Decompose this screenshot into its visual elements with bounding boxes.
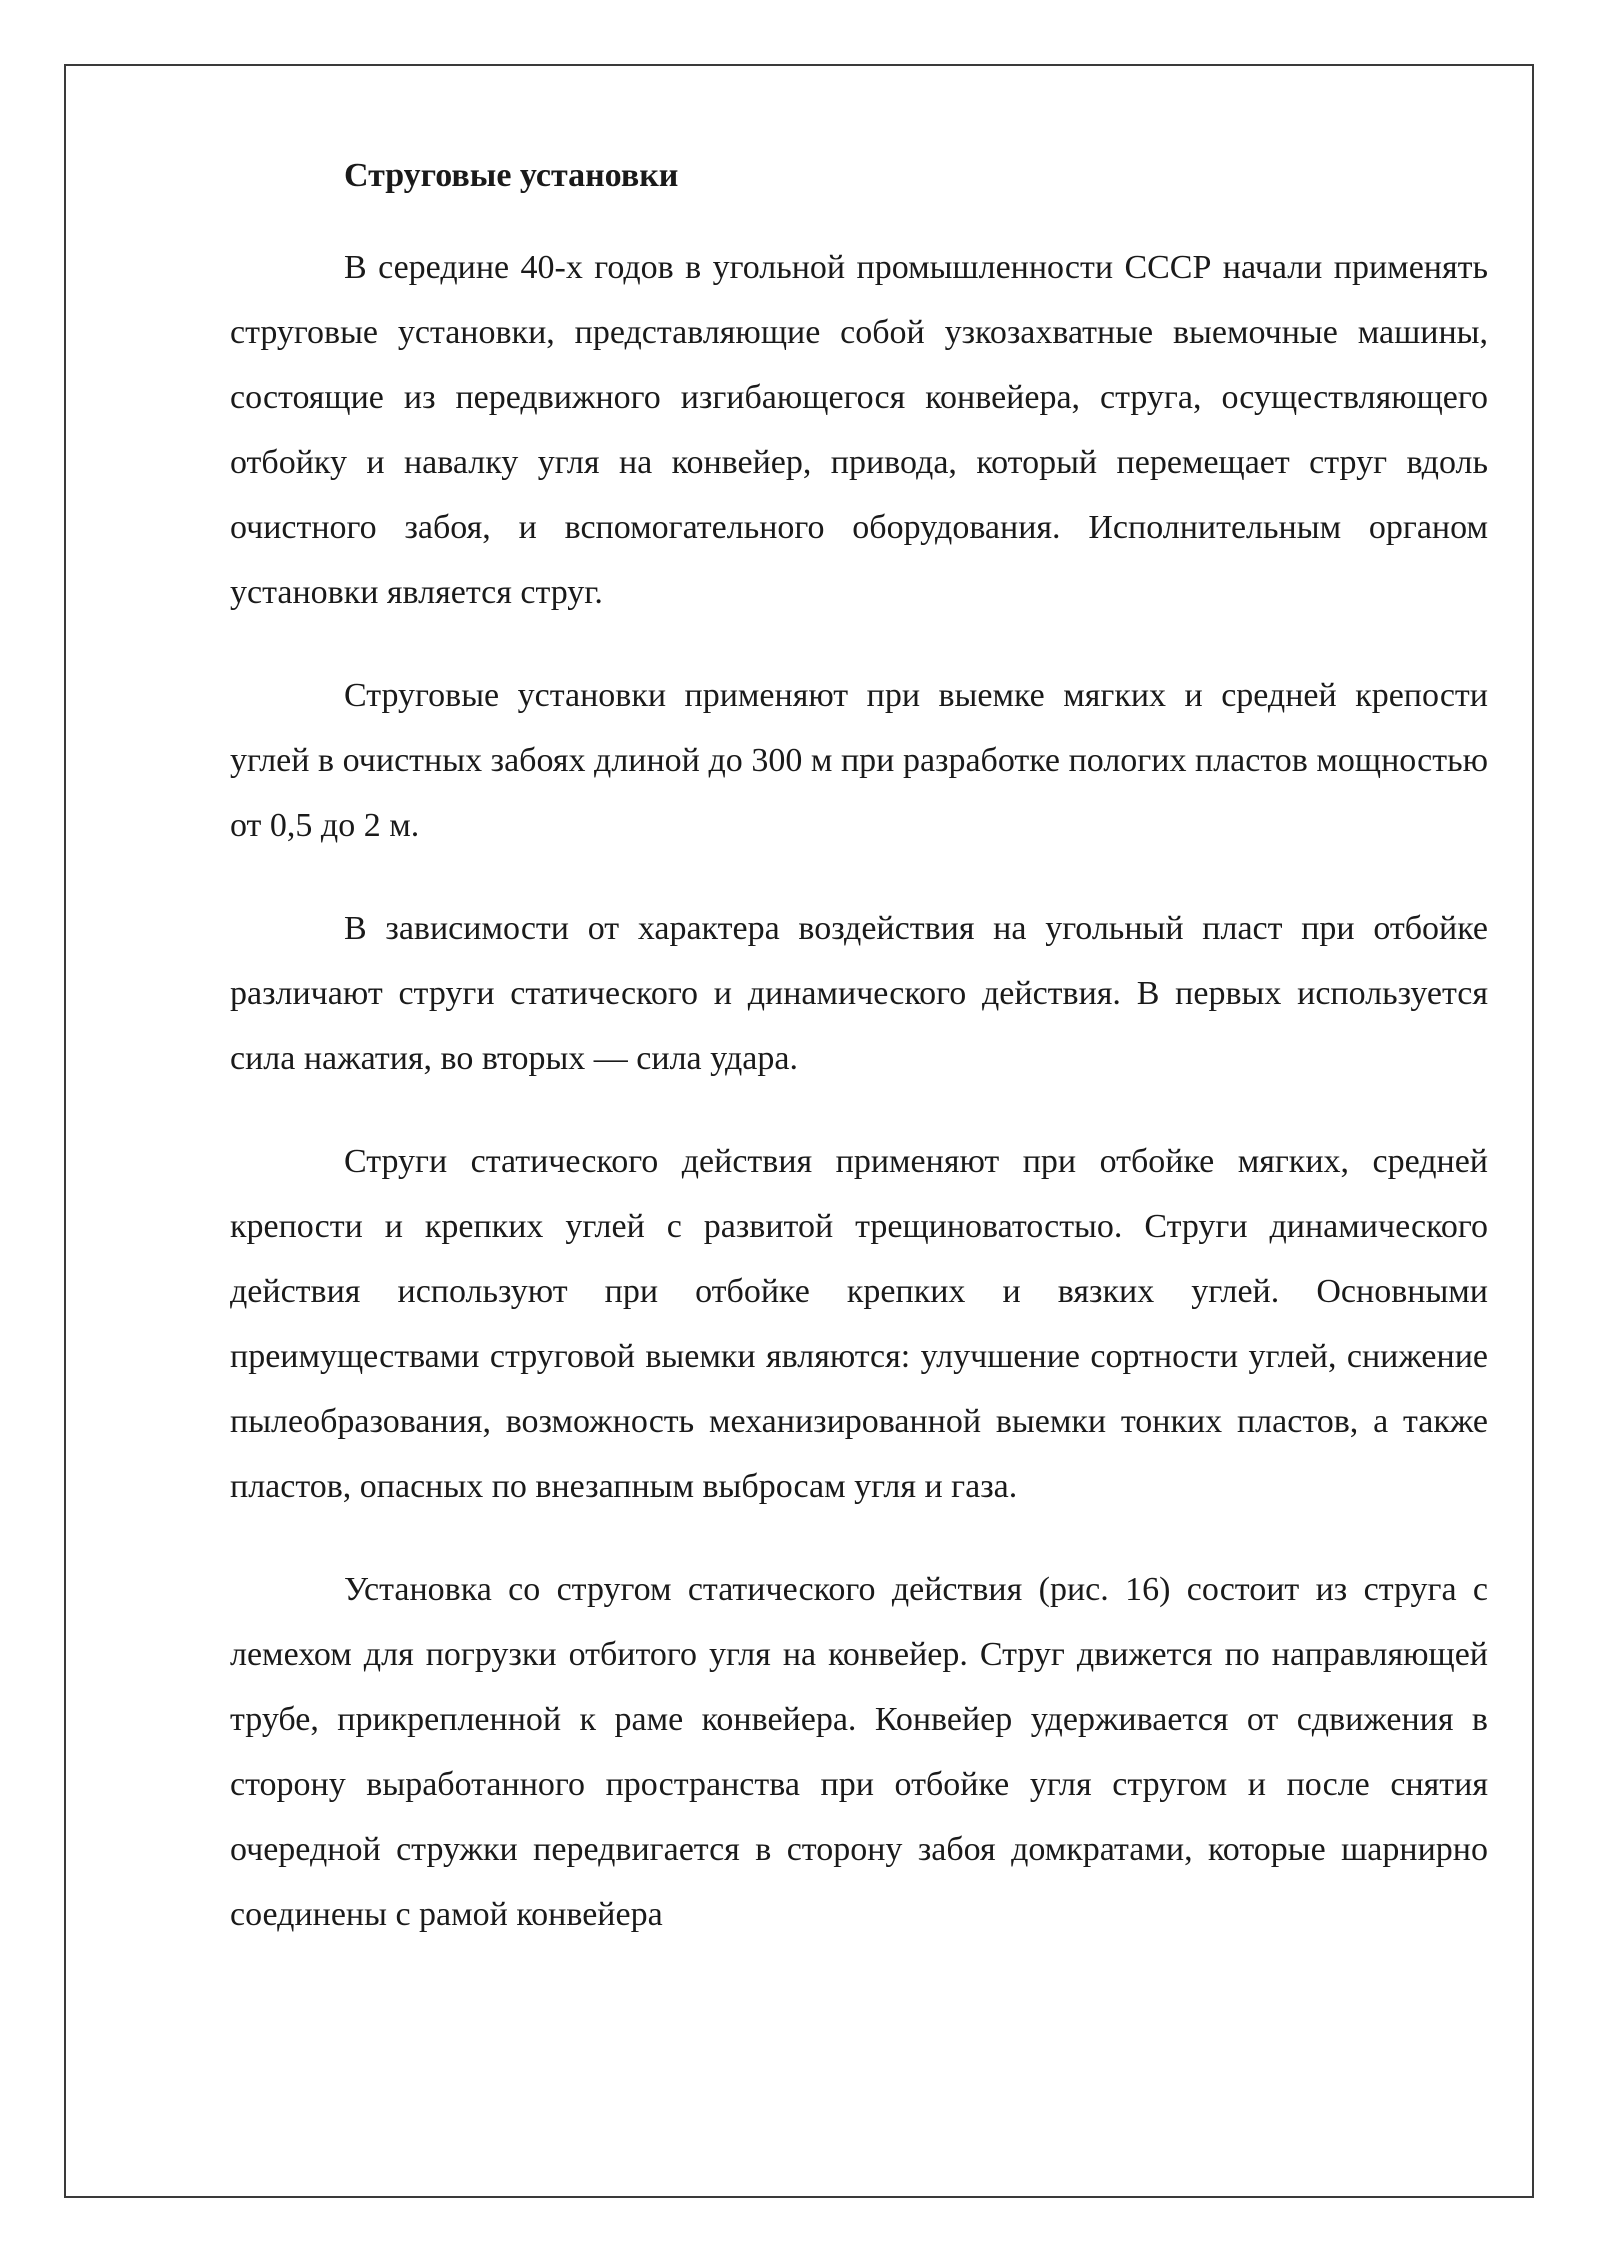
paragraph-3: В зависимости от характера воздействия на угольный пласт при отбойке различают струги статического и динамического действия. В первых используется сила нажатия, во вторых — сила удара. (230, 910, 1488, 1077)
document-body (230, 150, 1488, 1985)
document-heading: Струговые установки (344, 157, 679, 194)
paragraph-5: Установка со стругом статического действия (рис. 16) состоит из струга с лемехом для погрузки отбитого угля на конвейер. Струг движется по направляющей трубе, прикрепленной к раме конвейера. Конвейер удерживается от сдвижения в сторону выработанного пространства при отбойке угля стругом и после снятия очередной стружки передвигается в сторону забоя домкратами, которые шарнирно соединены с рамой конвейера (230, 1571, 1488, 1933)
paragraph-4: Струги статического действия применяют при отбойке мягких, средней крепости и крепких углей с развитой трещиноватостыо. Струги динамического действия используют при отбойке крепких и вязких углей. Основными преимуществами струговой выемки являются: улучшение сортности углей, снижение пылеобразования, возможность механизированной выемки тонких пластов, а также пластов, опасных по внезапным выбросам угля и газа. (230, 1143, 1488, 1505)
paragraph-1: В середине 40-х годов в угольной промышленности СССР начали применять струговые установки, представляющие собой узкозахватные выемочные машины, состоящие из передвижного изгибающегося конвейера, струга, осуществляющего отбойку и навалку угля на конвейер, привода, который перемещает струг вдоль очистного забоя, и вспомогательного оборудования. Исполнительным органом установки является струг. (230, 249, 1488, 611)
paragraph-2: Струговые установки применяют при выемке мягких и средней крепости углей в очистных забоях длиной до 300 м при разработке пологих пластов мощностью от 0,5 до 2 м. (230, 677, 1488, 844)
